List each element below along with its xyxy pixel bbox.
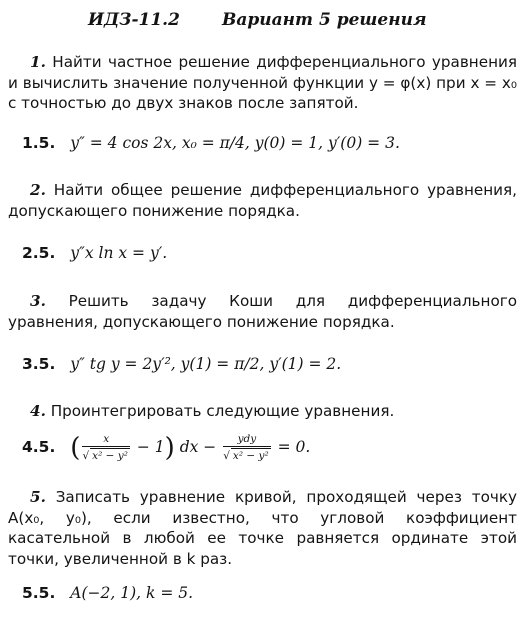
task-number: 2. — [30, 181, 46, 199]
task-text: Решить задачу Коши для дифференциального уравнения, допускающего понижение порядка. — [8, 292, 518, 331]
task-number: 3. — [30, 292, 46, 310]
right-paren: ) — [164, 433, 175, 463]
task-number: 1. — [30, 53, 46, 71]
variant-title: Вариант 5 решения — [222, 10, 427, 30]
fraction-numerator: ydy — [237, 433, 257, 445]
sqrt-radicand: x² − y² — [92, 450, 128, 462]
fraction-numerator: x — [103, 433, 110, 445]
formula-label: 4.5. — [22, 438, 56, 456]
task-text: Проинтегрировать следующие уравнения. — [50, 402, 395, 420]
formula-2-5 — [22, 241, 517, 265]
task-text: Найти общее решение дифференциального уравнения, допускающего понижение порядка. — [8, 181, 517, 220]
formula-label: 5.5. — [22, 584, 56, 602]
formula-1-5 — [22, 131, 517, 155]
formula-body: y″ tg y = 2y′², y(1) = π/2, y′(1) = 2. — [70, 355, 342, 373]
task-number: 5. — [30, 488, 46, 506]
task-2 — [8, 180, 517, 221]
document-header — [0, 8, 527, 36]
task-4 — [8, 401, 517, 422]
task-number: 4. — [30, 402, 46, 420]
assignment-id: ИДЗ-11.2 — [88, 10, 180, 30]
formula-body — [70, 433, 311, 463]
fraction-x — [82, 433, 129, 463]
formula-body: y″x ln x = y′. — [70, 244, 168, 262]
task-5 — [8, 487, 517, 569]
fraction-ydy — [223, 433, 270, 463]
minus-one: − 1 — [131, 438, 165, 456]
task-1 — [8, 52, 517, 114]
task-text: Найти частное решение дифференциального уравнения и вычислить значение полученной функции y = φ(x) при x = x₀ с точностью до двух знаков после запятой. — [8, 53, 518, 112]
formula-label: 3.5. — [22, 355, 56, 373]
left-paren: ( — [70, 433, 81, 463]
sqrt-radicand: x² − y² — [232, 450, 269, 462]
task-text: Записать уравнение кривой, проходящей через точку A(x₀, y₀), если известно, что угловой коэффициент касательной в любой ее точке равняется ординате этой точки, увеличенной в k раз. — [8, 488, 517, 568]
dx-term: dx − — [174, 438, 222, 456]
task-3 — [8, 291, 517, 332]
formula-label: 2.5. — [22, 244, 56, 262]
equals-zero: = 0. — [272, 438, 311, 456]
formula-body: y″ = 4 cos 2x, x₀ = π/4, y(0) = 1, y′(0) = 3. — [70, 134, 400, 152]
fraction-denominator: √ x² − y² — [223, 446, 270, 463]
formula-5-5 — [22, 581, 517, 605]
formula-label: 1.5. — [22, 134, 56, 152]
formula-3-5 — [22, 352, 517, 376]
fraction-denominator: √ x² − y² — [82, 446, 129, 463]
formula-body: A(−2, 1), k = 5. — [70, 584, 194, 602]
formula-4-5 — [22, 422, 517, 473]
